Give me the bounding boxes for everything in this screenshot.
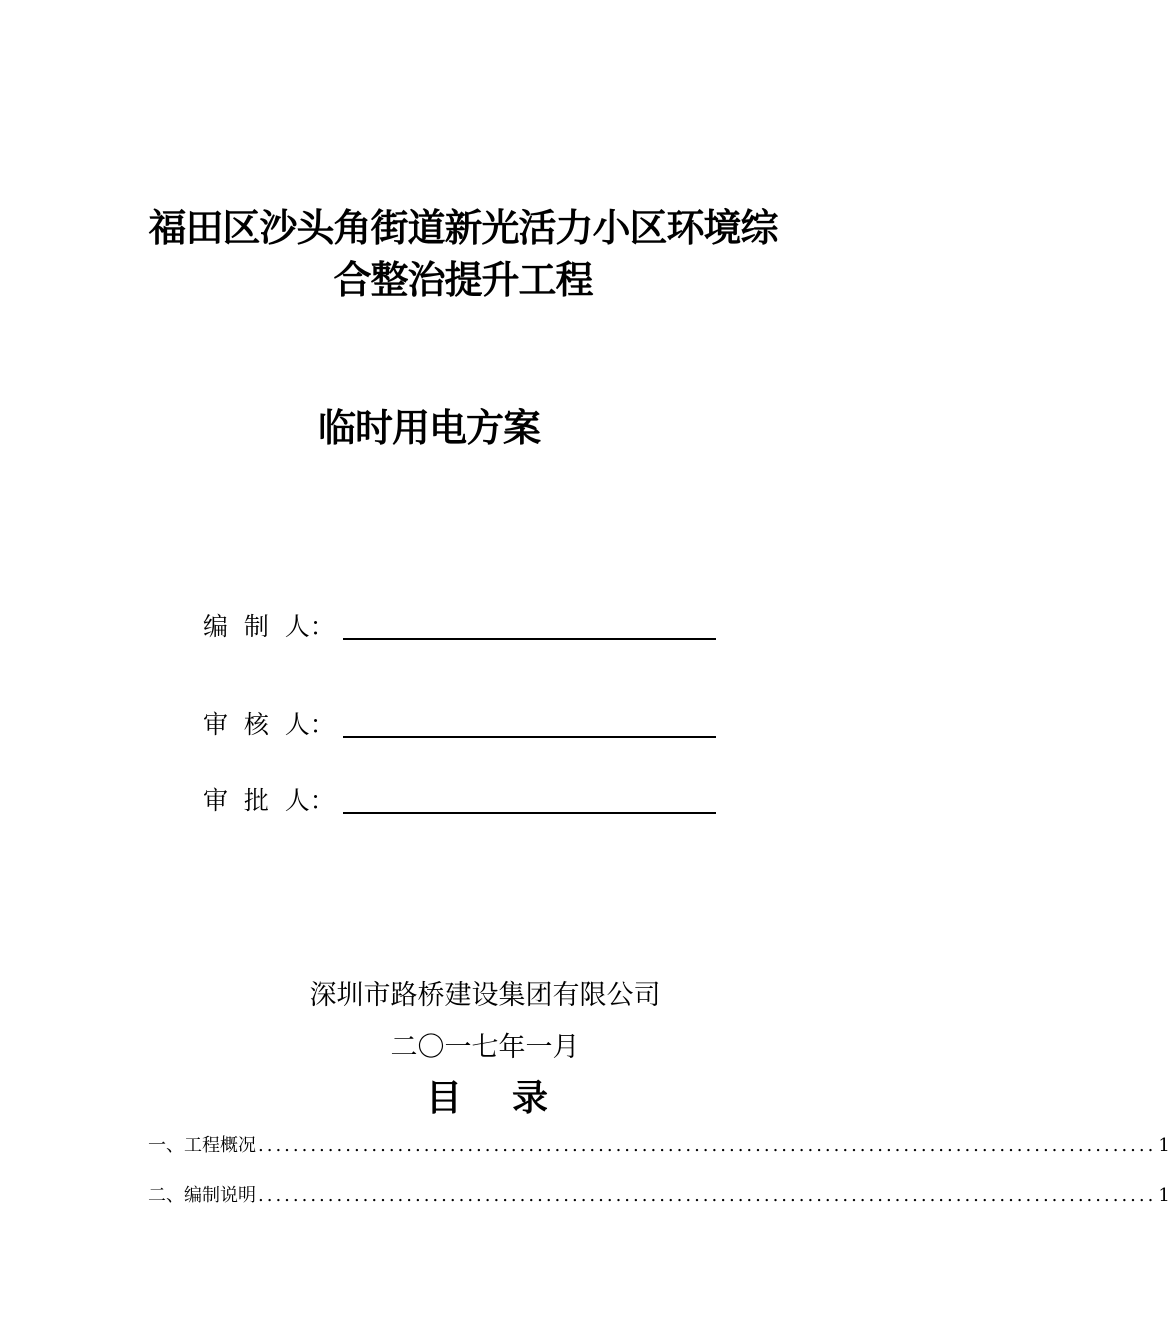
toc-item[interactable]: [148, 1184, 1170, 1234]
signature-row-reviewer: [203, 700, 716, 740]
signature-line: [343, 784, 716, 814]
signature-line: [343, 708, 716, 738]
toc-leader-dots: .......................................................................................................: [258, 1185, 1157, 1206]
toc-item-page: 1: [1158, 1135, 1170, 1156]
signature-label: 审 批 人：: [203, 786, 335, 815]
toc-heading: 目 录: [425, 1078, 549, 1119]
company-name: 深圳市路桥建设集团有限公司: [309, 980, 661, 1011]
document-title-line-1: 福田区沙头角街道新光活力小区环境综: [148, 206, 778, 250]
document-subtitle: 临时用电方案: [318, 406, 541, 450]
signature-line: [343, 610, 716, 640]
signature-row-compiler: [203, 602, 716, 642]
document-title-line-2: 合整治提升工程: [333, 258, 593, 302]
table-of-contents: [148, 1134, 1170, 1234]
toc-leader-dots: .......................................................................................................: [258, 1135, 1157, 1156]
signature-row-approver: [203, 776, 716, 816]
toc-item-page: 1: [1158, 1185, 1170, 1206]
toc-item-label: 二、编制说明: [148, 1185, 256, 1206]
document-date: 二〇一七年一月: [390, 1032, 580, 1063]
toc-item[interactable]: [148, 1134, 1170, 1184]
toc-item-label: 一、工程概况: [148, 1135, 256, 1156]
signature-label: 审 核 人：: [203, 710, 335, 739]
signature-label: 编 制 人：: [203, 612, 335, 641]
